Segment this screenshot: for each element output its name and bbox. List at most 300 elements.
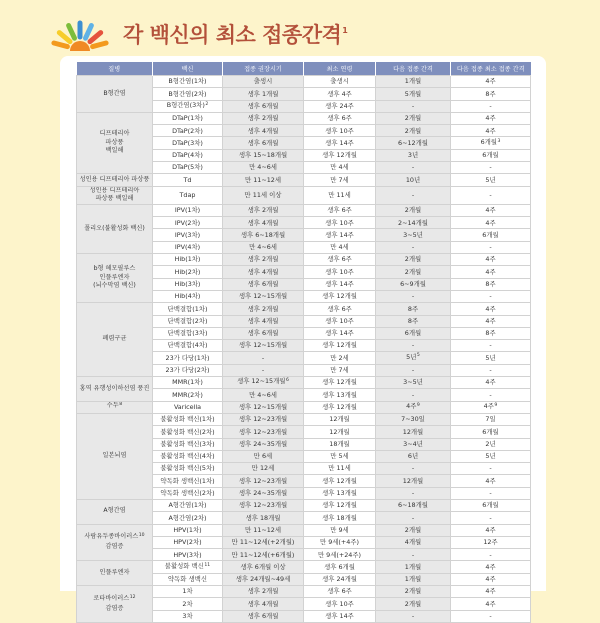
footnote-marker: 3 [497,138,501,144]
cell-value: 생후 6개월 [247,329,279,338]
minimum-age-cell [304,536,376,548]
cell-value: 12개월 [402,427,424,436]
next-interval-cell [376,561,451,573]
recommended-age-cell [223,364,304,376]
minimum-interval-cell [451,162,531,174]
cell-value: 생후 12~23개월 [238,427,288,436]
disease-line [78,195,151,204]
minimum-interval-cell [451,290,531,302]
footnote-marker: 9 [494,402,498,408]
vaccine-cell [153,137,223,149]
recommended-age-cell [223,450,304,462]
minimum-interval-cell [451,426,531,438]
disease-line [78,402,151,412]
cell-value: DTaP(5차) [172,163,203,172]
cell-value: 생후 10주 [325,218,354,227]
disease-line [78,176,151,185]
minimum-age-cell [304,125,376,137]
vaccine-cell [153,450,223,462]
cell-value: Hib(4차) [174,292,201,301]
cell-value: 단백결합(3차) [167,329,208,338]
next-interval-cell [376,536,451,548]
minimum-interval-cell [451,512,531,524]
cell-value: 만 9세(+24주) [317,550,362,559]
recommended-age-cell [223,524,304,536]
cell-value: 불활성화 백신 [164,561,204,570]
cell-value: 약독화 생백신(1차) [160,476,215,485]
table-row [77,413,531,425]
cell-value: 생후 6개월 [247,138,279,147]
disease-label: 감염증 [105,604,124,612]
vaccine-cell [153,586,223,598]
table-row [77,303,531,315]
vaccine-cell [153,278,223,290]
minimum-age-cell [304,610,376,622]
recommended-age-cell [223,352,304,364]
cell-value: 12주 [483,538,498,547]
next-interval-cell [376,290,451,302]
cell-value: 6개월 [482,427,499,436]
cell-value: IPV(2차) [174,218,201,227]
cell-value: 단백결합(4차) [167,341,208,350]
disease-label: 디프테리아 [99,130,130,138]
vaccine-cell [153,204,223,216]
cell-value: 4주 [485,77,496,86]
minimum-interval-cell [451,112,531,124]
disease-label: 파상풍 [105,138,124,146]
cell-value: 생후 14주 [325,138,354,147]
vaccine-cell [153,229,223,241]
minimum-age-cell [304,327,376,339]
cell-value: 생후 4개월 [247,267,279,276]
cell-value: 생후 4개월 [247,599,279,608]
recommended-age-cell [223,290,304,302]
minimum-age-cell [304,377,376,389]
minimum-interval-cell [451,217,531,229]
minimum-age-cell [304,463,376,475]
vaccine-cell [153,561,223,573]
cell-value: 4주 [485,114,496,123]
minimum-age-cell [304,186,376,204]
next-interval-cell [376,241,451,253]
cell-value: 출생시 [330,77,349,86]
table-row [77,377,531,389]
cell-value: - [489,612,492,620]
vaccine-cell [153,610,223,622]
cell-value: 12개월 [329,415,350,424]
cell-value: 약독화 생백신 [167,575,208,584]
minimum-interval-cell [451,401,531,413]
cell-value: 생후 12~23개월 [238,501,288,510]
cell-value: 만 9세(+4주) [319,538,360,547]
disease-cell [77,524,153,561]
disease-cell [77,76,153,113]
cell-value: 12개월 [329,427,350,436]
cell-value: 생후 2개월 [247,255,279,264]
cell-value: 생후 12개월 [322,402,357,411]
cell-value: 생후 10주 [325,316,354,325]
next-interval-cell [376,524,451,536]
cell-value: 4주 [485,378,496,387]
disease-line [78,569,151,578]
minimum-interval-cell [451,315,531,327]
cell-value: 생후 10주 [325,267,354,276]
footnote-marker: 1 [342,26,348,35]
cell-value: 생후 24~35개월 [238,489,288,498]
cell-value: 4주 [485,476,496,485]
cell-value: 생후 4주 [327,89,352,98]
next-interval-cell [376,315,451,327]
recommended-age-cell [223,125,304,137]
minimum-interval-cell [451,76,531,88]
cell-value: IPV(4차) [174,243,201,252]
disease-label: 백일해 [105,147,124,155]
minimum-interval-cell [451,125,531,137]
recommended-age-cell [223,561,304,573]
table-header-row [77,62,531,76]
cell-value: Hib(1차) [174,255,201,264]
cell-value: - [411,464,415,473]
cell-value: Tdap [179,190,196,199]
cell-value: 4주 [485,562,496,571]
cell-value: - [489,292,492,301]
cell-value: 8주 [485,89,496,98]
cell-value: 생후 6주 [327,206,352,215]
cell-value: 2개월 [404,525,422,534]
minimum-interval-cell [451,610,531,622]
vaccine-cell [153,315,223,327]
next-interval-cell [376,352,451,364]
cell-value: 1개월 [404,575,422,584]
cell-value: 생후 6개월 [324,562,355,571]
cell-value: 생후 2개월 [247,206,279,215]
footnote-marker: 9 [416,402,420,408]
cell-value: 생후 6개월 [247,612,279,620]
cell-value: B형간염(1차) [168,77,207,86]
footnote-marker: 10 [138,533,145,539]
cell-value: - [489,341,492,350]
recommended-age-cell [223,598,304,610]
recommended-age-cell [223,389,304,401]
cell-value: IPV(1차) [174,206,201,215]
disease-label: 수두 [106,402,119,410]
cell-value: 생후 14주 [325,329,354,338]
recommended-age-cell [223,315,304,327]
cell-value: 생후 4개월 [247,126,279,135]
cell-value: 만 2세 [330,353,349,362]
minimum-interval-cell [451,204,531,216]
next-interval-cell [376,487,451,499]
cell-value: 5개월 [404,89,422,98]
recommended-age-cell [223,100,304,112]
recommended-age-cell [223,241,304,253]
disease-label: 폐렴구균 [102,335,127,343]
cell-value: 4주 [485,218,496,227]
table-row [77,174,531,186]
cell-value: - [411,292,415,301]
minimum-interval-cell [451,364,531,376]
minimum-age-cell [304,76,376,88]
cell-value: 1차 [182,587,193,596]
recommended-age-cell [223,549,304,561]
cell-value: 만 11세 이상 [244,190,282,199]
cell-value: 생후 6주 [327,255,352,264]
cell-value: - [411,341,415,350]
recommended-age-cell [223,174,304,186]
cell-value: 6년 [407,452,419,461]
minimum-interval-cell [451,186,531,204]
vaccine-cell [153,549,223,561]
vaccine-cell [153,573,223,585]
cell-value: 만 5세 [330,452,349,461]
disease-label: (뇌수막염 백신) [93,282,136,290]
cell-value: 2개월 [404,114,422,123]
cell-value: - [411,513,415,522]
cell-value: 생후 6개월 [247,279,279,288]
cell-value: 4주 [483,401,494,410]
cell-value: 6~9개월 [400,279,426,288]
recommended-age-cell [223,149,304,161]
cell-value: 4주 [485,304,496,313]
minimum-age-cell [304,426,376,438]
minimum-interval-cell [451,549,531,561]
column-header: 백신 [153,62,223,76]
cell-value: 생후 12개월 [322,292,357,301]
disease-line [78,595,151,605]
minimum-interval-cell [451,100,531,112]
vaccine-cell [153,290,223,302]
cell-value: Td [183,175,192,184]
cell-value: 생후 18개월 [322,513,357,522]
minimum-interval-cell [451,450,531,462]
cell-value: 생후 24개월 [322,575,357,584]
cell-value: MMR(1차) [172,378,203,387]
cell-value: 6개월 [482,501,499,510]
table-header [77,62,531,76]
cell-value: 만 11~12세 [245,175,281,184]
cell-value: 7~30일 [401,415,425,424]
cell-value: 1개월 [404,77,422,86]
minimum-age-cell [304,499,376,511]
disease-label: 감염증 [105,543,124,551]
cell-value: 4주 [485,316,496,325]
disease-label: 파상풍 백일해 [95,195,134,203]
cell-value: 생후 24주 [325,101,354,110]
cell-value: - [411,489,415,498]
column-header: 다음 접종 최소 접종 간격 [451,62,531,76]
recommended-age-cell [223,426,304,438]
disease-line [78,452,151,461]
minimum-age-cell [304,229,376,241]
cell-value: 만 11~12세 [245,525,281,534]
cell-value: 6~18개월 [398,501,428,510]
table-row [77,561,531,573]
minimum-age-cell [304,174,376,186]
cell-value: 5년 [406,352,417,361]
cell-value: 단백결합(2차) [167,316,208,325]
table-row [77,76,531,88]
cell-value: - [261,366,265,375]
recommended-age-cell [223,278,304,290]
cell-value: - [489,163,492,172]
cell-value: 4주 [485,599,496,608]
minimum-interval-cell [451,327,531,339]
next-interval-cell [376,413,451,425]
disease-cell [77,413,153,499]
cell-value: 2개월 [404,206,422,215]
disease-line [78,90,151,99]
minimum-age-cell [304,241,376,253]
minimum-age-cell [304,524,376,536]
cell-value: 생후 10주 [325,126,354,135]
disease-line [78,187,151,196]
minimum-interval-cell [451,278,531,290]
cell-value: 생후 12개월 [322,476,357,485]
cell-value: 생후 12개월 [322,501,357,510]
recommended-age-cell [223,610,304,622]
minimum-age-cell [304,598,376,610]
cell-value: 생후 12~15개월 [238,402,288,411]
cell-value: 2개월 [404,267,422,276]
cell-value: 만 9세 [330,525,349,534]
minimum-age-cell [304,100,376,112]
recommended-age-cell [223,475,304,487]
cell-value: 생후 6개월 [247,101,279,110]
minimum-interval-cell [451,438,531,450]
disease-line [78,385,151,394]
cell-value: 만 11~12세(+6개월) [231,550,295,559]
disease-label: 인플루엔자 [99,568,130,576]
recommended-age-cell [223,413,304,425]
recommended-age-cell [223,186,304,204]
table-row [77,186,531,204]
cell-value: 생후 12개월 [322,341,357,350]
cell-value: 생후 13개월 [322,390,357,399]
cell-value: - [489,101,492,110]
cell-value: B형간염(2차) [168,89,207,98]
vaccine-cell [153,327,223,339]
cell-value: - [261,353,265,362]
minimum-interval-cell [451,266,531,278]
cell-value: 생후 14주 [325,279,354,288]
cell-value: 5년 [485,353,496,362]
cell-value: 생후 6주 [327,587,352,596]
table-row [77,499,531,511]
next-interval-cell [376,278,451,290]
next-interval-cell [376,229,451,241]
next-interval-cell [376,377,451,389]
cell-value: 만 11~12세(+2개월) [231,538,295,547]
cell-value: 생후 10주 [325,599,354,608]
cell-value: 6~12개월 [398,138,428,147]
recommended-age-cell [223,137,304,149]
minimum-age-cell [304,149,376,161]
minimum-age-cell [304,389,376,401]
disease-label: 로타바이러스 [93,594,130,602]
next-interval-cell [376,340,451,352]
minimum-interval-cell [451,137,531,149]
vaccine-cell [153,524,223,536]
cell-value: 생후 15~18개월 [238,151,288,160]
vaccine-cell [153,149,223,161]
vaccine-cell [153,186,223,204]
cell-value: 만 4~6세 [249,163,277,172]
cell-value: - [411,101,415,110]
cell-value: - [489,390,492,399]
cell-value: 3차 [182,612,193,620]
next-interval-cell [376,174,451,186]
vaccine-cell [153,377,223,389]
recommended-age-cell [223,499,304,511]
recommended-age-cell [223,487,304,499]
cell-value: - [489,550,492,559]
disease-line [78,533,151,543]
disease-line [78,543,151,552]
minimum-age-cell [304,573,376,585]
next-interval-cell [376,303,451,315]
column-header: 접종 권장시기 [223,62,304,76]
cell-value: 4주 [485,587,496,596]
vaccine-cell [153,241,223,253]
cell-value: A형간염(2차) [168,513,207,522]
vaccine-cell [153,536,223,548]
recommended-age-cell [223,266,304,278]
vaccine-cell [153,413,223,425]
recommended-age-cell [223,162,304,174]
footnote-marker: 12 [129,594,136,600]
vaccine-cell [153,266,223,278]
minimum-interval-cell [451,389,531,401]
page-title [123,21,347,54]
disease-cell [77,303,153,377]
minimum-age-cell [304,315,376,327]
disease-line [78,225,151,234]
minimum-age-cell [304,512,376,524]
minimum-age-cell [304,340,376,352]
cell-value: 4주 [485,575,496,584]
disease-cell [77,174,153,186]
cell-value: 불활성화 백신(3차) [160,439,215,448]
cell-value: 생후 1개월 [247,89,279,98]
cell-value: 생후 18개월 [245,513,281,522]
table-body [77,76,531,623]
next-interval-cell [376,586,451,598]
minimum-interval-cell [451,524,531,536]
minimum-age-cell [304,217,376,229]
next-interval-cell [376,401,451,413]
minimum-age-cell [304,254,376,266]
vaccine-cell [153,76,223,88]
cell-value: 생후 12~23개월 [238,415,288,424]
cell-value: 23가 다당(1차) [165,353,210,362]
minimum-age-cell [304,112,376,124]
cell-value: 생후 12개월 [322,151,357,160]
cell-value: 10년 [405,175,421,184]
cell-value: - [411,612,415,620]
vaccine-cell [153,303,223,315]
disease-cell [77,186,153,204]
next-interval-cell [376,512,451,524]
cell-value: 만 11세 [328,464,351,473]
next-interval-cell [376,549,451,561]
cell-value: 6개월 [404,329,422,338]
cell-value: Hib(2차) [174,267,201,276]
cell-value: 만 4~6세 [249,390,277,399]
disease-line [78,282,151,291]
cell-value: 2차 [182,599,193,608]
disease-label: 성인용 디프테리아 파상풍 [79,175,150,183]
cell-value: 만 4~6세 [249,243,277,252]
